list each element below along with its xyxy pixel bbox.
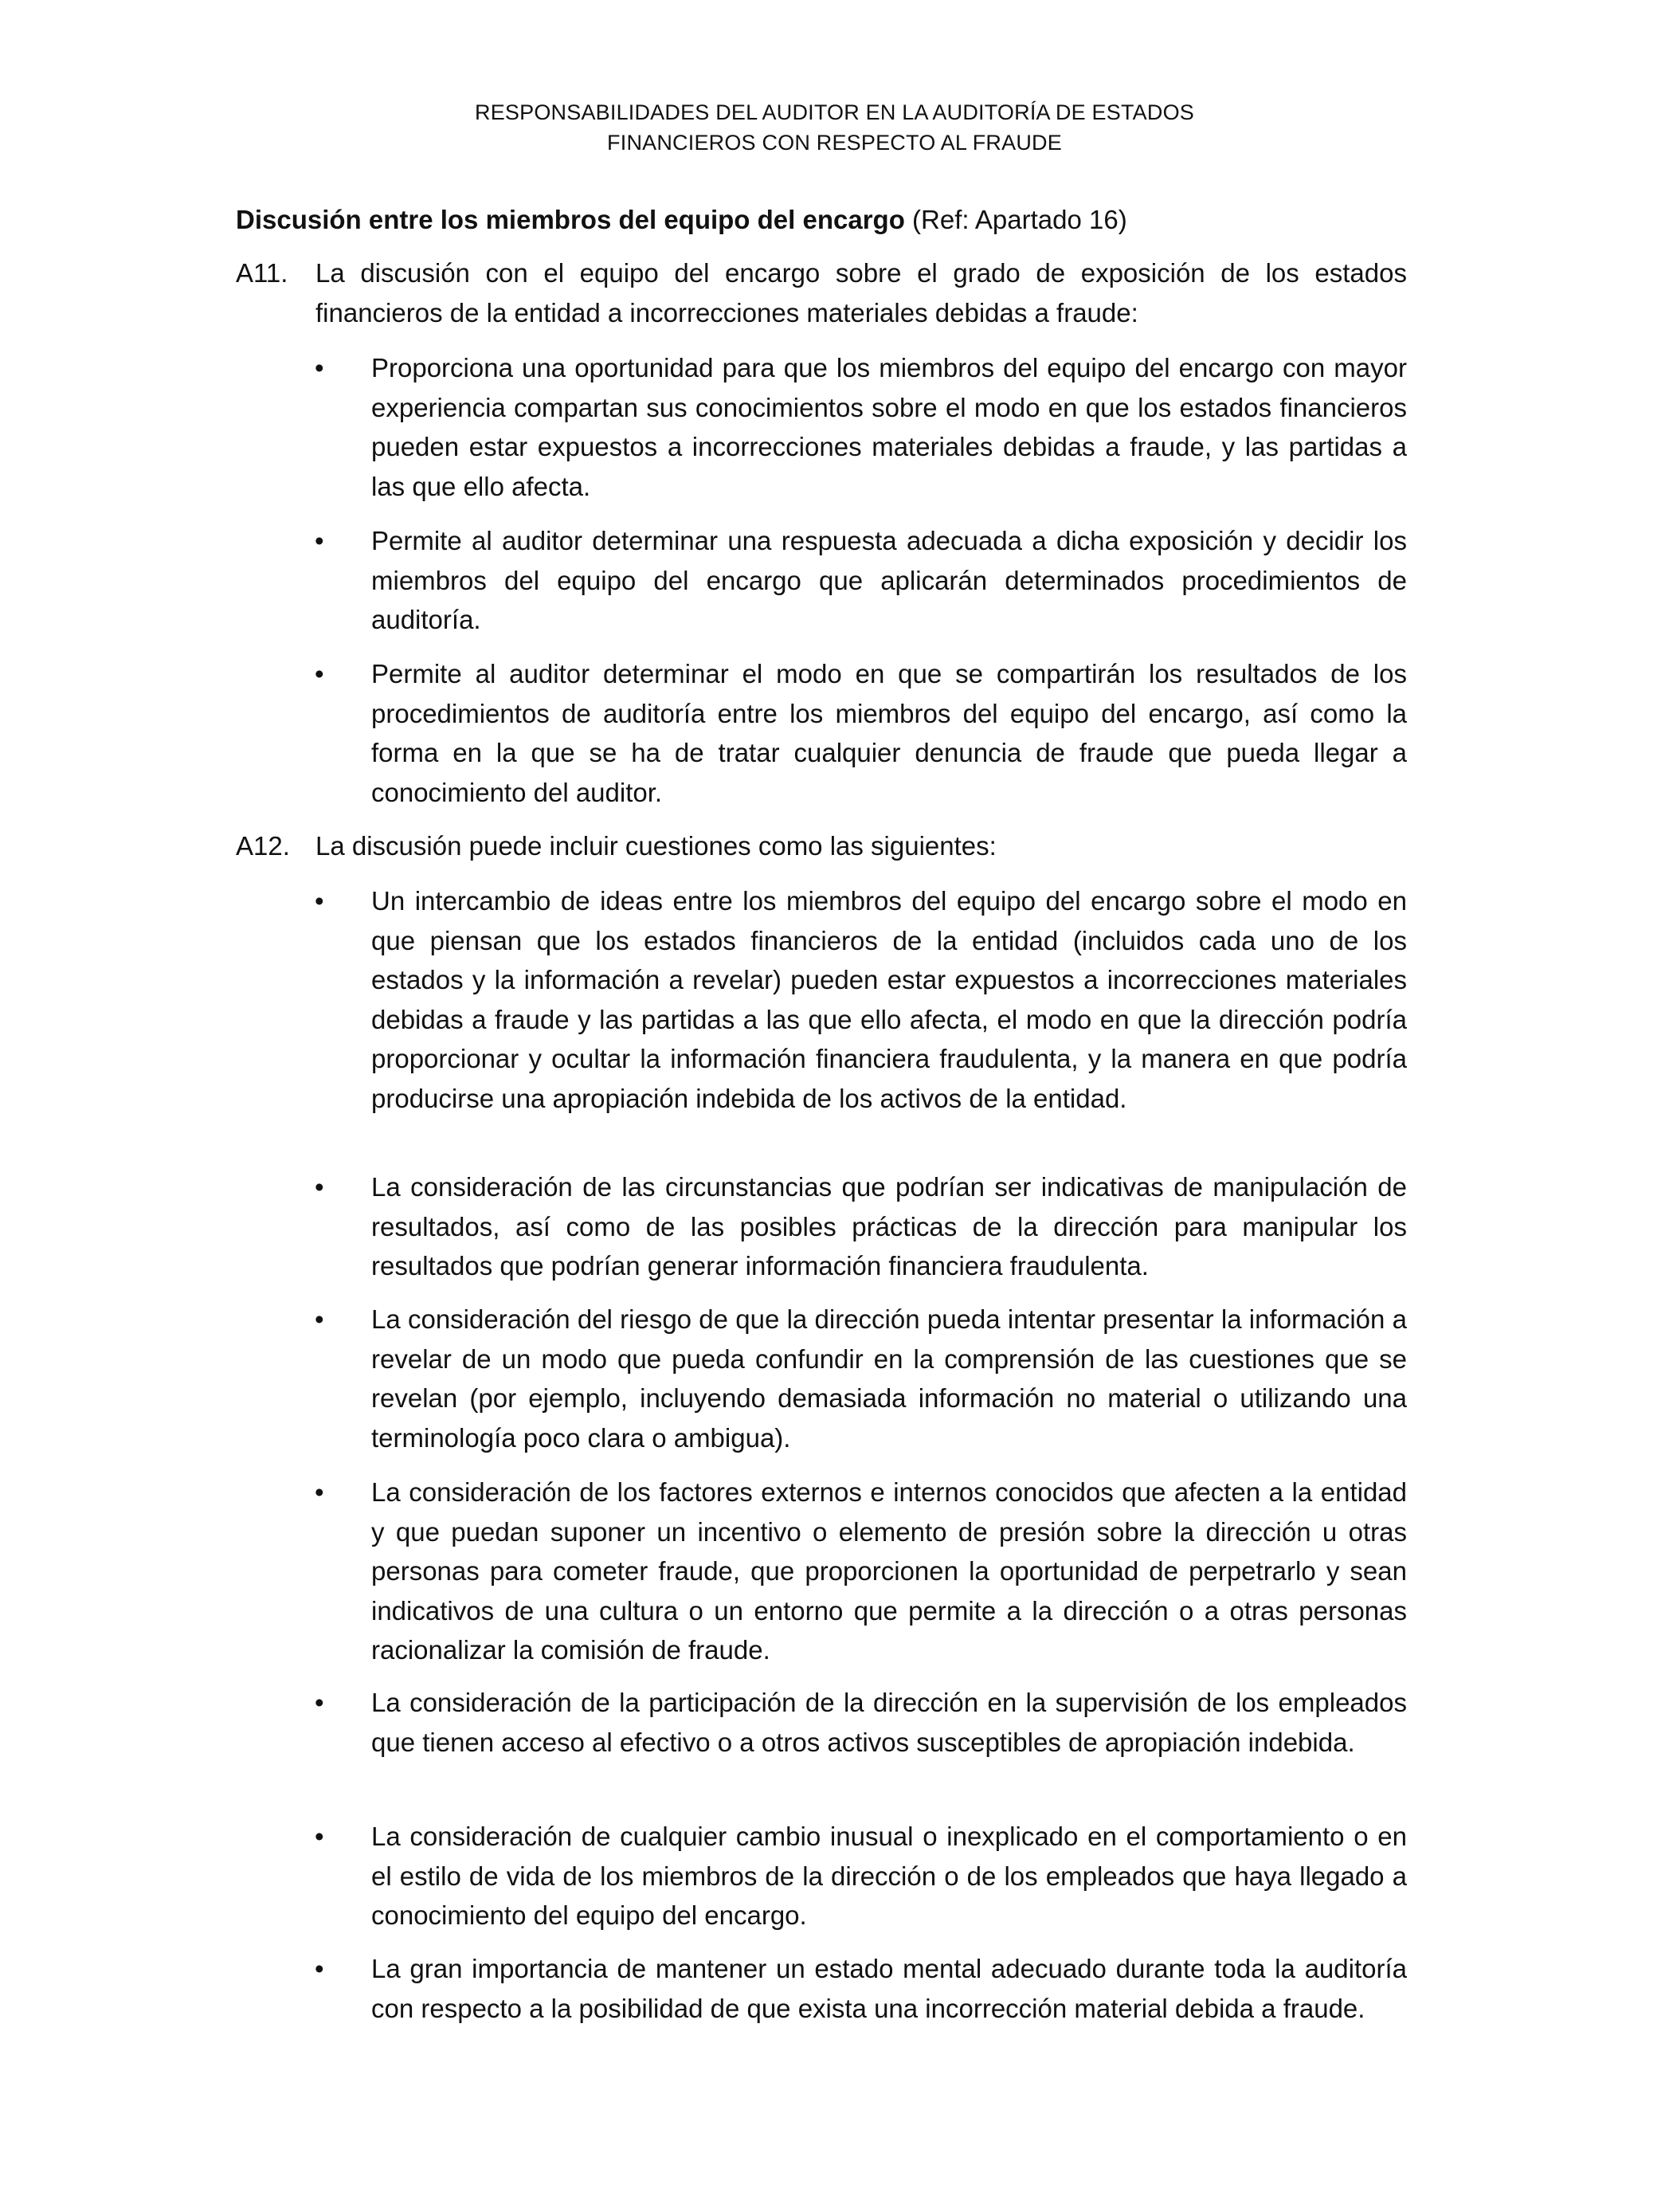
list-item-text: Permite al auditor determinar el modo en que se compartirán los resultados de los procedimientos de auditoría entre los miembros del equipo del encargo, así como la forma en la que se ha de tratar cualquier denuncia de fraude que pueda llegar a conocimiento del auditor.	[371, 659, 1407, 807]
paragraph-text: La discusión puede incluir cuestiones como las siguientes:	[315, 831, 997, 861]
bullet-icon: •	[315, 353, 324, 382]
list-item	[315, 1817, 1407, 1936]
paragraph-a11	[236, 253, 1407, 332]
list-item-text: La consideración del riesgo de que la dirección pueda intentar presentar la información a revelar de un modo que pueda confundir en la comprensión de las cuestiones que se revelan (por ejemplo, incluyendo demasiada información no material o utilizando una terminología poco clara o ambigua).	[371, 1304, 1407, 1453]
list-item	[315, 881, 1407, 1118]
list-item-text: La consideración de cualquier cambio inusual o inexplicado en el comportamiento o en el estilo de vida de los miembros de la dirección o de los empleados que haya llegado a conocimiento del equipo del encargo.	[371, 1822, 1407, 1930]
section-heading-reference: (Ref: Apartado 16)	[904, 205, 1127, 234]
list-item-text: La gran importancia de mantener un estado mental adecuado durante toda la auditoría con respecto a la posibilidad de que exista una incorrección material debida a fraude.	[371, 1954, 1407, 2023]
list-item	[315, 348, 1407, 506]
paragraph-a12	[236, 826, 1407, 866]
list-item	[315, 1300, 1407, 1457]
bullet-icon: •	[315, 1688, 324, 1717]
list-item	[315, 1167, 1407, 1286]
running-header-line-2: FINANCIEROS CON RESPECTO AL FRAUDE	[607, 131, 1062, 155]
list-item-text: Proporciona una oportunidad para que los miembros del equipo del encargo con mayor experiencia compartan sus conocimientos sobre el modo en que los estados financieros pueden estar expuestos a incorrecciones materiales debidas a fraude, y las partidas a las que ello afecta.	[371, 353, 1407, 501]
list-item-text: La consideración de los factores externos e internos conocidos que afecten a la entidad y que puedan suponer un incentivo o elemento de presión sobre la dirección u otras personas para cometer fraude, que proporcionen la oportunidad de perpetrarlo y sean indicativos de una cultura o un entorno que permite a la dirección o a otras personas racionalizar la comisión de fraude.	[371, 1477, 1407, 1665]
section-heading	[236, 202, 1127, 238]
running-header	[0, 97, 1669, 158]
paragraph-number: A12.	[236, 831, 290, 861]
list-item	[315, 654, 1407, 812]
list-item	[315, 521, 1407, 640]
list-item-text: La consideración de las circunstancias que podrían ser indicativas de manipulación de resultados, así como de las posibles prácticas de la dirección para manipular los resultados que podrían generar información financiera fraudulenta.	[371, 1172, 1407, 1281]
bullet-icon: •	[315, 1172, 324, 1202]
section-heading-title: Discusión entre los miembros del equipo del encargo	[236, 205, 905, 234]
bullet-icon: •	[315, 526, 324, 555]
running-header-line-1: RESPONSABILIDADES DEL AUDITOR EN LA AUDITORÍA DE ESTADOS	[475, 100, 1194, 124]
bullet-icon: •	[315, 1954, 324, 1983]
bullet-icon: •	[315, 1477, 324, 1507]
list-item-text: Permite al auditor determinar una respuesta adecuada a dicha exposición y decidir los miembros del equipo del encargo que aplicarán determinados procedimientos de auditoría.	[371, 526, 1407, 634]
list-item	[315, 1473, 1407, 1670]
list-item-text: La consideración de la participación de la dirección en la supervisión de los empleados que tienen acceso al efectivo o a otros activos susceptibles de apropiación indebida.	[371, 1688, 1407, 1757]
list-item	[315, 1683, 1407, 1762]
bullet-icon: •	[315, 659, 324, 688]
paragraph-number: A11.	[236, 258, 288, 288]
paragraph-text: La discusión con el equipo del encargo sobre el grado de exposición de los estados financieros de la entidad a incorrecciones materiales debidas a fraude:	[315, 258, 1407, 327]
bullet-icon: •	[315, 1304, 324, 1334]
bullet-icon: •	[315, 886, 324, 916]
list-item	[315, 1949, 1407, 2028]
bullet-icon: •	[315, 1822, 324, 1851]
list-item-text: Un intercambio de ideas entre los miembros del equipo del encargo sobre el modo en que piensan que los estados financieros de la entidad (incluidos cada uno de los estados y la información a revelar) pueden estar expuestos a incorrecciones materiales debidas a fraude y las partidas a las que ello afecta, el modo en que la dirección podría proporcionar y ocultar la información financiera fraudulenta, y la manera en que podría producirse una apropiación indebida de los activos de la entidad.	[371, 886, 1407, 1113]
